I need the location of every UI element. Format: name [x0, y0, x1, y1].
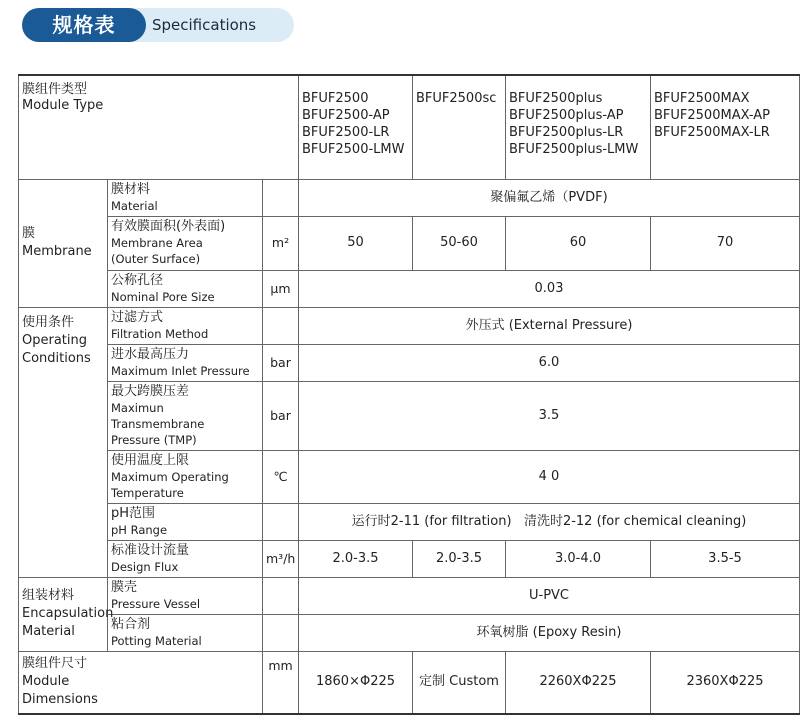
- row-potting: [19, 614, 800, 651]
- area-value-3: 60: [506, 216, 651, 270]
- flux-value-1: 2.0-3.5: [299, 540, 413, 577]
- flux-value-3: 3.0-4.0: [506, 540, 651, 577]
- area-unit: m²: [263, 216, 299, 270]
- operating-group-label: 使用条件 Operating Conditions: [19, 307, 108, 577]
- header-title-cn: 规格表: [22, 8, 146, 42]
- row-filtration: [19, 307, 800, 344]
- tmp-label: 最大跨膜压差 Maximun Transmembrane Pressure (TMP): [108, 381, 263, 450]
- area-value-1: 50: [299, 216, 413, 270]
- row-dimensions: [19, 651, 800, 714]
- ph-value: 运行时2-11 (for filtration) 清洗时2-12 (for chemical cleaning): [299, 503, 800, 540]
- row-design-flux: [19, 540, 800, 577]
- flux-unit: m³/h: [263, 540, 299, 577]
- vessel-value: U-PVC: [299, 577, 800, 614]
- dim-value-4: 2360XΦ225: [651, 651, 800, 714]
- temp-value: 4 0: [299, 450, 800, 503]
- tmp-unit: bar: [263, 381, 299, 450]
- tmp-value: 3.5: [299, 381, 800, 450]
- header-title-en: Specifications: [152, 16, 257, 34]
- row-inlet-pressure: [19, 344, 800, 381]
- dimensions-label: 膜组件尺寸 Module Dimensions: [19, 651, 263, 714]
- potting-label: 粘合剂 Potting Material: [108, 614, 263, 651]
- spec-table: [18, 74, 800, 715]
- materials-group-label: 组装材料 Encapsulation Material: [19, 577, 108, 651]
- dim-value-3: 2260XΦ225: [506, 651, 651, 714]
- pore-value: 0.03: [299, 270, 800, 307]
- row-tmp: [19, 381, 800, 450]
- model-col-2: BFUF2500sc: [413, 75, 506, 179]
- row-pressure-vessel: [19, 577, 800, 614]
- pore-label: 公称孔径 Nominal Pore Size: [108, 270, 263, 307]
- dimensions-unit: mm: [263, 651, 299, 714]
- section-header: [22, 8, 294, 42]
- row-ph-range: [19, 503, 800, 540]
- temp-label: 使用温度上限 Maximum Operating Temperature: [108, 450, 263, 503]
- pore-unit: μm: [263, 270, 299, 307]
- flux-value-2: 2.0-3.5: [413, 540, 506, 577]
- inlet-value: 6.0: [299, 344, 800, 381]
- membrane-group-label: 膜 Membrane: [19, 179, 108, 307]
- material-value: 聚偏氟乙烯（PVDF): [299, 179, 800, 216]
- row-material: [19, 179, 800, 216]
- filtration-value: 外压式 (External Pressure): [299, 307, 800, 344]
- material-label: 膜材料 Material: [108, 179, 263, 216]
- model-col-1: BFUF2500 BFUF2500-AP BFUF2500-LR BFUF2500-LMW: [299, 75, 413, 179]
- row-temperature: [19, 450, 800, 503]
- dim-value-1: 1860×Φ225: [299, 651, 413, 714]
- row-module-type: [19, 75, 800, 179]
- inlet-unit: bar: [263, 344, 299, 381]
- filtration-label: 过滤方式 Filtration Method: [108, 307, 263, 344]
- temp-unit: ℃: [263, 450, 299, 503]
- row-membrane-area: [19, 216, 800, 270]
- dim-value-2: 定制 Custom: [413, 651, 506, 714]
- flux-value-4: 3.5-5: [651, 540, 800, 577]
- flux-label: 标准设计流量 Design Flux: [108, 540, 263, 577]
- potting-value: 环氧树脂 (Epoxy Resin): [299, 614, 800, 651]
- ph-label: pH范围 pH Range: [108, 503, 263, 540]
- model-col-4: BFUF2500MAX BFUF2500MAX-AP BFUF2500MAX-LR: [651, 75, 800, 179]
- module-type-label: 膜组件类型 Module Type: [19, 75, 299, 179]
- vessel-label: 膜壳 Pressure Vessel: [108, 577, 263, 614]
- area-value-2: 50-60: [413, 216, 506, 270]
- row-pore-size: [19, 270, 800, 307]
- area-value-4: 70: [651, 216, 800, 270]
- model-col-3: BFUF2500plus BFUF2500plus-AP BFUF2500plus-LR BFUF2500plus-LMW: [506, 75, 651, 179]
- inlet-label: 进水最高压力 Maximum Inlet Pressure: [108, 344, 263, 381]
- area-label: 有效膜面积(外表面) Membrane Area (Outer Surface): [108, 216, 263, 270]
